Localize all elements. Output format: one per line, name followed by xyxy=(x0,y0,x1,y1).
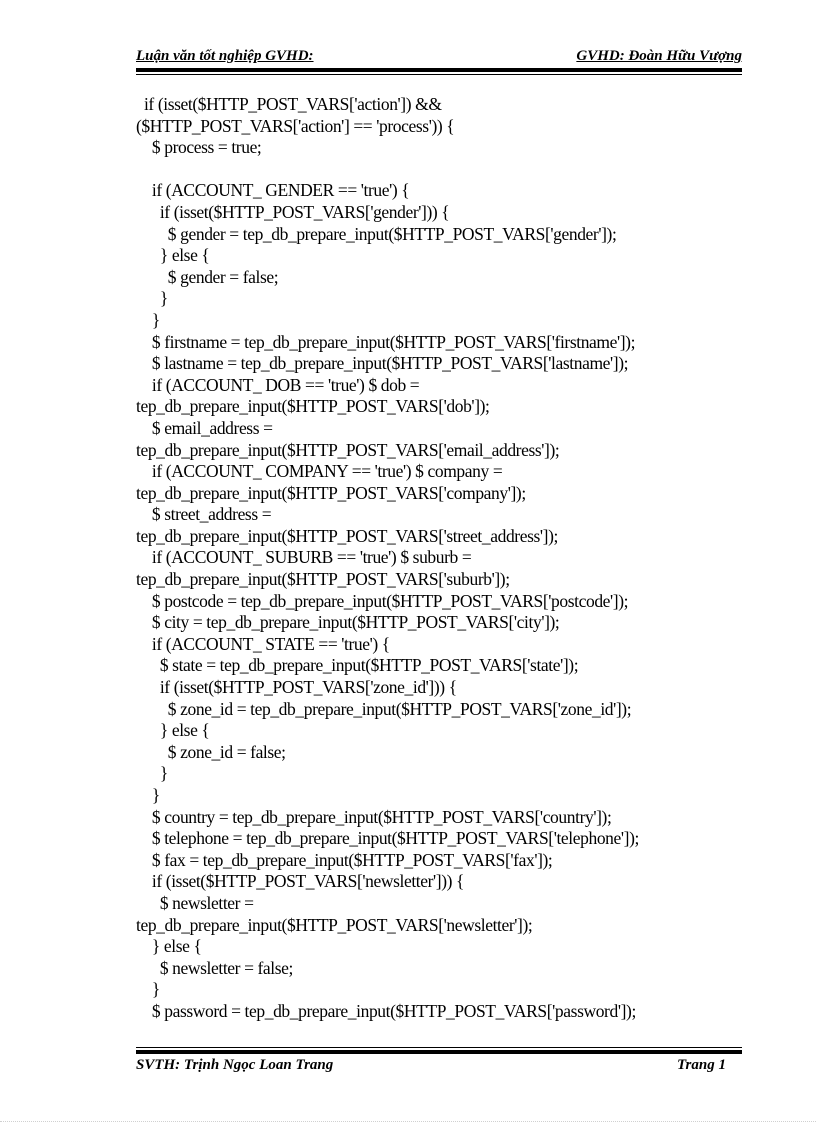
code-line: if (ACCOUNT_ GENDER == 'true') { xyxy=(136,180,410,201)
footer-rule-thick xyxy=(136,1050,742,1054)
page-number: Trang 1 xyxy=(676,1057,726,1073)
code-line: $ country = tep_db_prepare_input($HTTP_POST_VARS['country']); xyxy=(136,806,612,827)
code-line: } else { xyxy=(136,720,210,741)
code-line: $ fax = tep_db_prepare_input($HTTP_POST_VARS['fax']); xyxy=(136,849,553,870)
code-line: $ gender = false; xyxy=(136,266,279,287)
code-line: tep_db_prepare_input($HTTP_POST_VARS['suburb']); xyxy=(136,569,510,590)
code-line: $ zone_id = false; xyxy=(136,741,286,762)
code-line: if (ACCOUNT_ DOB == 'true') $ dob = xyxy=(136,374,420,395)
header-advisor: GVHD: Đoàn Hữu Vượng xyxy=(576,48,742,64)
code-line: $ email_address = xyxy=(136,417,273,438)
code-line: $ lastname = tep_db_prepare_input($HTTP_POST_VARS['lastname']); xyxy=(136,353,629,374)
header-rule-thick xyxy=(136,68,742,72)
footer-student: SVTH: Trịnh Ngọc Loan Trang xyxy=(136,1057,334,1073)
page-header xyxy=(136,48,742,68)
code-line: if (isset($HTTP_POST_VARS['gender'])) { xyxy=(136,201,450,222)
code-line: if (isset($HTTP_POST_VARS['newsletter'])) { xyxy=(136,871,465,892)
code-line: tep_db_prepare_input($HTTP_POST_VARS['company']); xyxy=(136,482,526,503)
code-line xyxy=(136,159,756,181)
code-line: $ process = true; xyxy=(136,137,262,158)
code-line: $ zone_id = tep_db_prepare_input($HTTP_POST_VARS['zone_id']); xyxy=(136,698,632,719)
footer-rule-thin xyxy=(136,1047,742,1048)
code-line: $ telephone = tep_db_prepare_input($HTTP_POST_VARS['telephone']); xyxy=(136,828,639,849)
code-listing xyxy=(136,94,756,1023)
code-line: tep_db_prepare_input($HTTP_POST_VARS['street_address']); xyxy=(136,525,558,546)
code-line: tep_db_prepare_input($HTTP_POST_VARS['email_address']); xyxy=(136,439,560,460)
code-line: } xyxy=(136,763,168,784)
code-line: if (isset($HTTP_POST_VARS['zone_id'])) { xyxy=(136,677,457,698)
code-line: $ city = tep_db_prepare_input($HTTP_POST_VARS['city']); xyxy=(136,612,560,633)
code-line: if (ACCOUNT_ SUBURB == 'true') $ suburb = xyxy=(136,547,472,568)
code-line: $ firstname = tep_db_prepare_input($HTTP_POST_VARS['firstname']); xyxy=(136,331,636,352)
header-thesis-title: Luận văn tốt nghiệp GVHD: xyxy=(136,48,314,64)
code-line: } else { xyxy=(136,245,210,266)
code-line: $ postcode = tep_db_prepare_input($HTTP_POST_VARS['postcode']); xyxy=(136,590,629,611)
code-line: } xyxy=(136,979,160,1000)
code-line: } xyxy=(136,785,160,805)
code-line: $ street_address = xyxy=(136,504,272,525)
code-line: tep_db_prepare_input($HTTP_POST_VARS['dob']); xyxy=(136,396,490,417)
code-line: if (isset($HTTP_POST_VARS['action']) && xyxy=(136,94,442,114)
code-line: $ newsletter = xyxy=(136,892,254,913)
header-rule-thin xyxy=(136,74,742,75)
code-line: if (ACCOUNT_ STATE == 'true') { xyxy=(136,633,390,654)
code-line: } xyxy=(136,309,160,330)
page-footer xyxy=(136,1057,726,1077)
code-line: $ state = tep_db_prepare_input($HTTP_POST_VARS['state']); xyxy=(136,655,579,676)
code-line: ($HTTP_POST_VARS['action'] == 'process')) { xyxy=(136,115,455,136)
code-line: if (ACCOUNT_ COMPANY == 'true') $ company = xyxy=(136,461,503,482)
code-line: } else { xyxy=(136,936,202,957)
code-line: $ newsletter = false; xyxy=(136,957,294,978)
code-line: $ password = tep_db_prepare_input($HTTP_POST_VARS['password']); xyxy=(136,1000,636,1021)
code-line: $ gender = tep_db_prepare_input($HTTP_POST_VARS['gender']); xyxy=(136,223,617,244)
code-line: } xyxy=(136,288,168,309)
code-line: tep_db_prepare_input($HTTP_POST_VARS['newsletter']); xyxy=(136,914,533,935)
